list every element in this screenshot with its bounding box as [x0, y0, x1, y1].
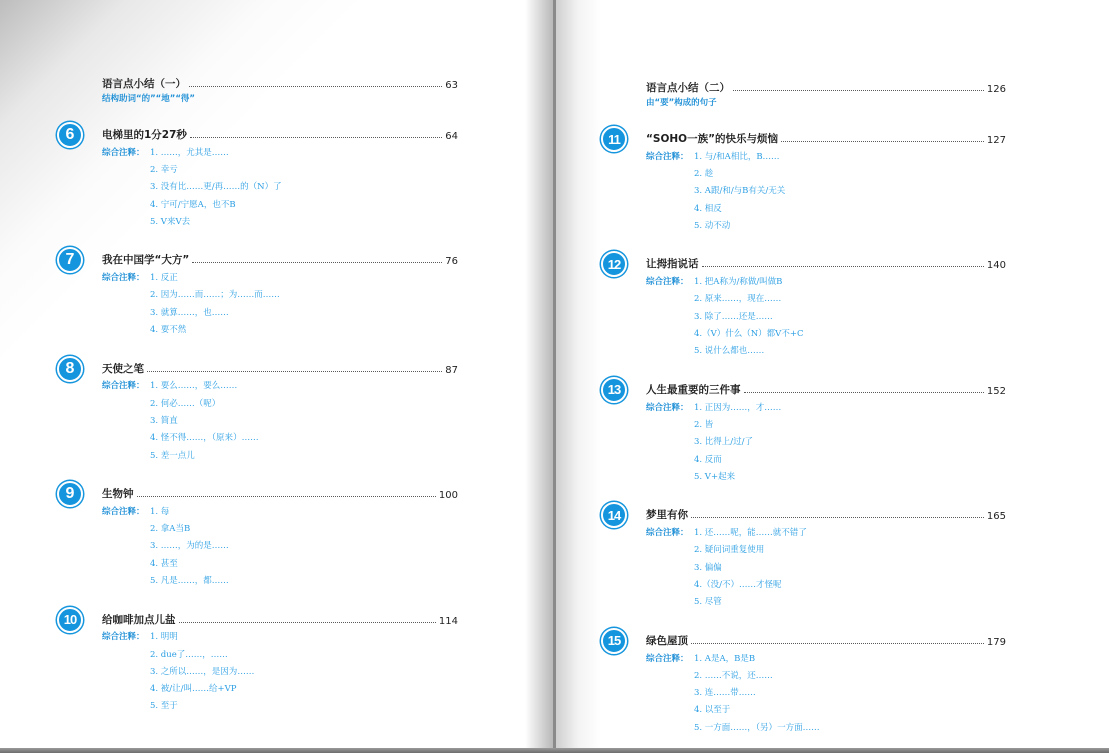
notes-label: 综合注释： [102, 381, 145, 392]
note-item [102, 286, 458, 303]
lesson-list [607, 129, 1006, 735]
entry-title: 天使之笔 [102, 362, 144, 375]
note-text: 2. 因为……而……；为……而…… [150, 290, 280, 301]
toc-entry[interactable] [102, 74, 458, 91]
notes-label: 综合注释： [102, 506, 145, 517]
notes-list [102, 502, 458, 588]
notes-list [646, 649, 1006, 735]
dot-leader [190, 137, 442, 138]
note-item [102, 519, 458, 536]
note-item [102, 662, 458, 679]
right-page [556, 0, 1109, 748]
dot-leader [702, 266, 984, 267]
dot-leader [179, 622, 436, 623]
note-item [646, 593, 1006, 610]
summary-section [646, 78, 1006, 108]
note-item [646, 164, 1006, 181]
dot-leader [691, 643, 984, 644]
lesson-section [607, 505, 1006, 609]
dot-leader [137, 496, 436, 497]
dot-leader [691, 517, 984, 518]
note-item [646, 415, 1006, 432]
note-text: 3. 简直 [150, 415, 178, 426]
summary-section [102, 74, 458, 104]
toc-entry[interactable] [102, 484, 458, 501]
toc-entry[interactable] [646, 78, 1006, 95]
dot-leader [781, 141, 984, 142]
toc-entry[interactable] [646, 631, 1006, 648]
lesson-number-badge: 7 [57, 247, 83, 273]
page-number: 179 [986, 636, 1006, 648]
note-item [102, 429, 458, 446]
note-text: 4. 怪不得……，（原来）…… [150, 433, 259, 444]
lesson-number-badge: 15 [601, 628, 627, 654]
note-text: 1. 正因为……，才…… [694, 402, 782, 413]
lesson-number-badge: 9 [57, 481, 83, 507]
note-item [102, 143, 458, 160]
toc-entry[interactable] [646, 380, 1006, 397]
note-text: 2. 何必……（呢） [150, 398, 221, 409]
notes-label: 综合注释： [646, 151, 689, 162]
note-text: 3. 之所以……，是因为…… [150, 666, 255, 677]
page-number: 63 [445, 80, 458, 91]
note-item [646, 342, 1006, 359]
note-item [646, 307, 1006, 324]
note-text: 5. V来V去 [150, 216, 191, 227]
note-item [102, 680, 458, 697]
summary-subtitle: 由“要”构成的句子 [646, 98, 717, 108]
dot-leader [192, 262, 442, 263]
notes-list [102, 377, 458, 463]
note-text: 3. A跟/和/与B有关/无关 [694, 186, 786, 197]
note-item [646, 701, 1006, 718]
lesson-section [65, 359, 458, 463]
page-number: 114 [438, 615, 458, 627]
note-item [102, 645, 458, 662]
notes-label: 综合注释： [646, 653, 689, 664]
notes-label: 综合注释： [102, 147, 145, 158]
lesson-list [63, 125, 458, 714]
lesson-section [607, 254, 1006, 358]
note-item [646, 216, 1006, 233]
page-number: 76 [445, 256, 458, 268]
lesson-section [608, 129, 1006, 233]
note-text: 2. 趁 [694, 168, 714, 179]
toc-column-left [63, 74, 458, 735]
dot-leader [733, 90, 984, 91]
note-item [102, 303, 458, 320]
note-text: 3. 连……带…… [694, 688, 756, 699]
note-item [646, 450, 1006, 467]
note-item [102, 411, 458, 428]
note-item [102, 554, 458, 571]
lesson-number-badge: 6 [57, 122, 83, 148]
note-text: 4. 相反 [694, 203, 722, 214]
entry-title: 生物钟 [102, 488, 134, 501]
note-text: 3. 比得上/过/了 [694, 437, 754, 448]
note-item [646, 575, 1006, 592]
entry-title: 我在中国学“大方” [102, 254, 190, 267]
note-text: 2. ……不说，还…… [694, 670, 773, 681]
note-item [646, 398, 1006, 415]
note-text: 1. 与/和A相比，B…… [694, 151, 780, 162]
note-text: 4.（没/不）……才怪呢 [694, 579, 782, 590]
note-text: 5. 至于 [150, 701, 178, 712]
page-number: 126 [986, 84, 1006, 95]
note-item [102, 268, 458, 285]
page-number: 140 [986, 260, 1006, 272]
note-item [102, 502, 458, 519]
page-number: 152 [986, 385, 1006, 397]
entry-title: “SOHO一族”的快乐与烦恼 [646, 133, 779, 145]
note-item [102, 377, 458, 394]
toc-entry[interactable] [646, 254, 1006, 271]
note-text: 2. 原来……，现在…… [694, 294, 782, 305]
notes-list [646, 523, 1006, 609]
note-item [646, 649, 1006, 666]
notes-list [646, 272, 1006, 358]
page-number: 87 [445, 364, 458, 376]
entry-title: 语言点小结（二） [646, 82, 730, 94]
notes-list [102, 268, 458, 337]
toc-entry[interactable] [102, 610, 458, 627]
note-text: 2. 皆 [694, 419, 714, 430]
note-text: 5. 一方面……，（另）一方面…… [694, 722, 820, 733]
toc-entry[interactable] [102, 125, 458, 142]
note-text: 5. 动不动 [694, 220, 731, 231]
note-text: 3. 没有比……更/再……的（N）了 [150, 182, 282, 193]
entry-title: 梦里有你 [646, 509, 688, 522]
lesson-section [65, 484, 458, 588]
note-text: 1. ……，尤其是…… [150, 147, 229, 158]
note-text: 5. 说什么都也…… [694, 346, 765, 357]
note-item [646, 467, 1006, 484]
note-text: 2. 幸亏 [150, 164, 178, 175]
note-item [102, 178, 458, 195]
toc-entry[interactable] [102, 250, 458, 267]
notes-list [102, 628, 458, 714]
note-text: 1. 要么……，要么…… [150, 381, 238, 392]
notes-list [646, 147, 1006, 233]
note-text: 2. 疑问词重复使用 [694, 545, 765, 556]
note-text: 1. 每 [150, 506, 170, 517]
note-text: 4. 以至于 [694, 705, 731, 716]
note-item [646, 324, 1006, 341]
note-item [646, 523, 1006, 540]
note-item [102, 697, 458, 714]
note-text: 3. 除了……还是…… [694, 311, 773, 322]
note-text: 4. 宁可/宁愿A，也不B [150, 199, 236, 210]
toc-column-right [607, 78, 1006, 748]
toc-entry[interactable] [102, 359, 458, 376]
dot-leader [189, 86, 442, 87]
note-text: 3. 偏偏 [694, 562, 722, 573]
note-text: 3. ……，为的是…… [150, 541, 229, 552]
lesson-section [607, 631, 1006, 735]
note-text: 4. 要不然 [150, 325, 187, 336]
lesson-number-badge: 13 [601, 377, 627, 403]
note-text: 1. 还……呢，能……就不错了 [694, 528, 807, 539]
lesson-number-badge: 12 [601, 251, 627, 277]
page-bottom-edge [0, 748, 1109, 753]
note-text: 1. 反正 [150, 273, 178, 284]
note-text: 1. 明明 [150, 632, 178, 643]
note-text: 4. 甚至 [150, 558, 178, 569]
note-item [646, 199, 1006, 216]
note-text: 4.（V）什么（N）都V不+C [694, 329, 804, 340]
dot-leader [147, 371, 442, 372]
note-item [646, 718, 1006, 735]
note-text: 4. 被/让/叫……给+VP [150, 684, 237, 695]
note-item [102, 571, 458, 588]
note-text: 2. due了……，…… [150, 649, 228, 660]
page-number: 165 [986, 511, 1006, 523]
note-item [102, 446, 458, 463]
note-text: 5. 尽管 [694, 597, 722, 608]
note-text: 2. 拿A当B [150, 524, 191, 535]
entry-title: 人生最重要的三件事 [646, 383, 741, 396]
page-number: 127 [986, 135, 1006, 146]
entry-title: 语言点小结（一） [102, 78, 186, 90]
note-item [102, 212, 458, 229]
notes-label: 综合注释： [102, 273, 145, 284]
toc-entry[interactable] [646, 505, 1006, 522]
note-item [102, 160, 458, 177]
note-item [646, 272, 1006, 289]
entry-title: 给咖啡加点儿盐 [102, 613, 176, 626]
note-text: 4. 反而 [694, 454, 722, 465]
lesson-section [65, 125, 458, 229]
note-item [646, 182, 1006, 199]
note-item [646, 433, 1006, 450]
notes-list [646, 398, 1006, 484]
page-number: 100 [438, 490, 458, 502]
lesson-number-badge: 11 [601, 126, 627, 152]
note-item [102, 320, 458, 337]
note-text: 5. 凡是……，都…… [150, 575, 229, 586]
note-item [102, 628, 458, 645]
lesson-number-badge: 10 [57, 607, 83, 633]
lesson-number-badge: 8 [57, 356, 83, 382]
note-text: 5. 差一点儿 [150, 450, 195, 461]
lesson-section [63, 610, 458, 714]
note-item [646, 541, 1006, 558]
notes-label: 综合注释： [102, 632, 145, 643]
notes-list [102, 143, 458, 229]
note-item [646, 290, 1006, 307]
entry-title: 绿色屋顶 [646, 634, 688, 647]
summary-subtitle: 结构助词“的”“地”“得” [102, 94, 196, 104]
note-item [102, 394, 458, 411]
note-item [646, 558, 1006, 575]
notes-label: 综合注释： [646, 277, 689, 288]
note-text: 5. V+起来 [694, 471, 736, 482]
page-number: 64 [445, 131, 458, 142]
note-text: 1. A是A，B是B [694, 653, 756, 664]
lesson-section [607, 380, 1006, 484]
left-page [0, 0, 553, 748]
note-item [646, 666, 1006, 683]
note-item [102, 537, 458, 554]
entry-title: 电梯里的1分27秒 [102, 129, 187, 141]
notes-label: 综合注释： [646, 528, 689, 539]
notes-label: 综合注释： [646, 402, 689, 413]
note-item [102, 195, 458, 212]
note-text: 1. 把A称为/称做/叫做B [694, 277, 783, 288]
lesson-section [65, 250, 458, 337]
note-text: 3. 就算……，也…… [150, 307, 229, 318]
lesson-number-badge: 14 [601, 502, 627, 528]
note-item [646, 684, 1006, 701]
dot-leader [744, 392, 984, 393]
note-item [646, 147, 1006, 164]
entry-title: 让拇指说话 [646, 258, 699, 271]
toc-entry[interactable] [646, 129, 1006, 146]
